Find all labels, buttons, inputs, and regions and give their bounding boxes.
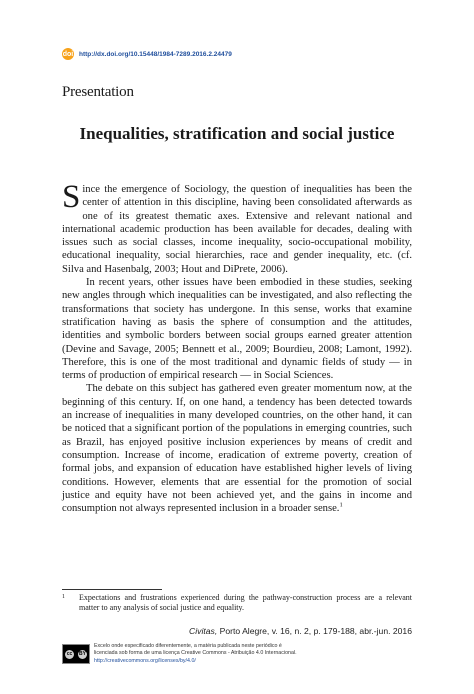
- license-url[interactable]: http://creativecommons.org/licenses/by/4.0/: [94, 657, 196, 664]
- doi-link[interactable]: http://dx.doi.org/10.15448/1984-7289.2016.2.24479: [79, 50, 232, 58]
- journal-citation: [189, 626, 412, 636]
- by-icon: BY: [79, 651, 86, 657]
- citation-details: Porto Alegre, v. 16, n. 2, p. 179-188, abr.-jun. 2016: [217, 626, 412, 636]
- footnote-number: 1: [62, 594, 65, 600]
- cc-icon: cc: [66, 651, 73, 657]
- license-line-1: Excelo onde especificado diferentemente, a matéria publicada neste periódico é: [94, 643, 282, 649]
- paragraph-2: In recent years, other issues have been embodied in these studies, seeking new angles through which inequalities can be investigated, and also reflecting the transformations that society has undergone. In this sense, works that examine stratification having as basis the sphere of consumption and the attitudes, identities and symbolic borders between social groups earned greater attention (Devine and Savage, 2005; Bennett et al., 2009; Bourdieu, 2008; Lamont, 1992). Therefore, this is one of the most traditional and dynamic fields of study — in terms of production of empirical research — in Social Sciences.: [62, 277, 412, 382]
- journal-name: Civitas,: [189, 626, 218, 636]
- footnote-reference[interactable]: 1: [339, 501, 343, 509]
- doi-icon: doi: [62, 48, 74, 60]
- paragraph-1: [62, 179, 412, 276]
- footnote-divider: [62, 589, 162, 590]
- article-title: Inequalities, stratification and social justice: [79, 124, 395, 143]
- paragraph-1-text: ince the emergence of Sociology, the question of inequalities has been the center of attention in this discipline, having been consolidated afterwards as one of its greatest thematic axes. Extensive and relevant national and international academic production has been available for decades, dealing with issues such as social classes, income inequality, socio-occupational mobility, educational inequality, social hierarchies, race and gender inequality, etc. (cf. Silva and Hasenbalg, 2003; Hout and DiPrete, 2006).: [62, 184, 412, 275]
- license-line-2: licenciada sob forma de uma licença Creative Commons - Atribuição 4.0 Internacional.: [94, 650, 297, 657]
- paragraph-3: [62, 382, 412, 515]
- cc-by-icon: [62, 644, 90, 664]
- doi-header: [62, 48, 232, 60]
- footnote-text: Expectations and frustrations experienced during the pathway-construction process are a relevant matter to any analysis of social justice and equality.: [79, 593, 412, 612]
- license-notice: [94, 643, 297, 665]
- footnote: [62, 593, 412, 613]
- article-body: [62, 179, 412, 515]
- section-label: Presentation: [62, 84, 134, 100]
- paragraph-3-text: The debate on this subject has gathered even greater momentum now, at the beginning of this century. If, on one hand, a tendency has been detected towards an increase of inequalities in many developed countries, on the other hand, it can be noticed that a significant portion of the populations in emerging countries, such as Brazil, has enjoyed positive inclusion experiences by means of credit and consumption. Increase of income, eradication of extreme poverty, creation of formal jobs, and expansion of education have established higher levels of living conditions. However, elements that are essential for the promotion of social justice and equity have not been achieved yet, and the gains in income and consumption not always represented inclusion in a broader sense.: [62, 383, 412, 515]
- drop-cap: S: [62, 179, 81, 215]
